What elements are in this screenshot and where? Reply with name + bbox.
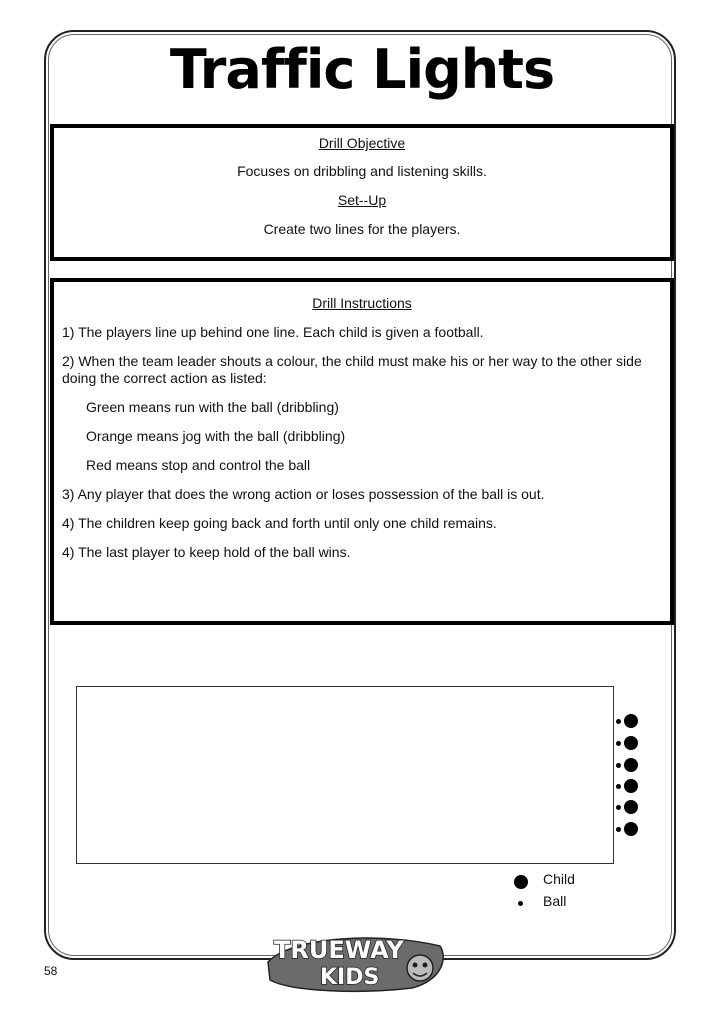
child-marker [624,822,638,836]
ball-marker [616,719,621,724]
objective-heading: Drill Objective [318,135,406,151]
child-marker [624,758,638,772]
setup-text: Create two lines for the players. [263,221,461,237]
logo-mascot-eye [423,963,428,968]
instructions-heading: Drill Instructions [312,295,412,311]
player-with-ball [614,713,640,729]
child-marker [624,714,638,728]
objective-box [50,124,674,261]
legend-ball-icon [518,901,523,906]
objective-text: Focuses on dribbling and listening skills. [237,163,487,179]
player-with-ball [614,821,640,837]
ball-marker [616,763,621,768]
child-marker [624,736,638,750]
player-with-ball [614,799,640,815]
legend-child-icon [514,875,528,889]
page-title: Traffic Lights [169,38,555,101]
legend-ball-label: Ball [543,893,567,909]
player-with-ball [614,778,640,794]
child-marker [624,800,638,814]
instruction-step-4b: 4) The last player to keep hold of the ball wins. [62,544,351,560]
ball-marker [616,741,621,746]
page-number: 58 [44,964,58,978]
instruction-step-2-line-1: 2) When the team leader shouts a colour, the child must make his or her way to the other side [62,353,642,369]
player-with-ball [614,757,640,773]
logo-mascot-icon [407,955,433,981]
instructions-box [50,278,674,625]
instruction-orange: Orange means jog with the ball (dribbling) [86,428,346,444]
instruction-step-4a: 4) The children keep going back and forth until only one child remains. [62,515,497,531]
player-with-ball [614,735,640,751]
logo-text-kids: KIDS [320,965,380,990]
child-marker [624,779,638,793]
legend-child-label: Child [543,871,575,887]
instruction-step-3: 3) Any player that does the wrong action or loses possession of the ball is out. [62,486,545,502]
instruction-step-2-line-2: doing the correct action as listed: [62,370,267,386]
logo-text-trueway: TRUEWAY [274,936,404,964]
ball-marker [616,784,621,789]
ball-marker [616,827,621,832]
logo-mascot-eye [413,963,418,968]
instruction-step-1: 1) The players line up behind one line. Each child is given a football. [62,324,484,340]
trueway-kids-logo [262,928,452,994]
ball-marker [616,805,621,810]
setup-heading: Set--Up [337,192,387,208]
instruction-red: Red means stop and control the ball [86,457,311,473]
pitch-diagram [76,686,614,864]
instruction-green: Green means run with the ball (dribbling) [86,399,339,415]
